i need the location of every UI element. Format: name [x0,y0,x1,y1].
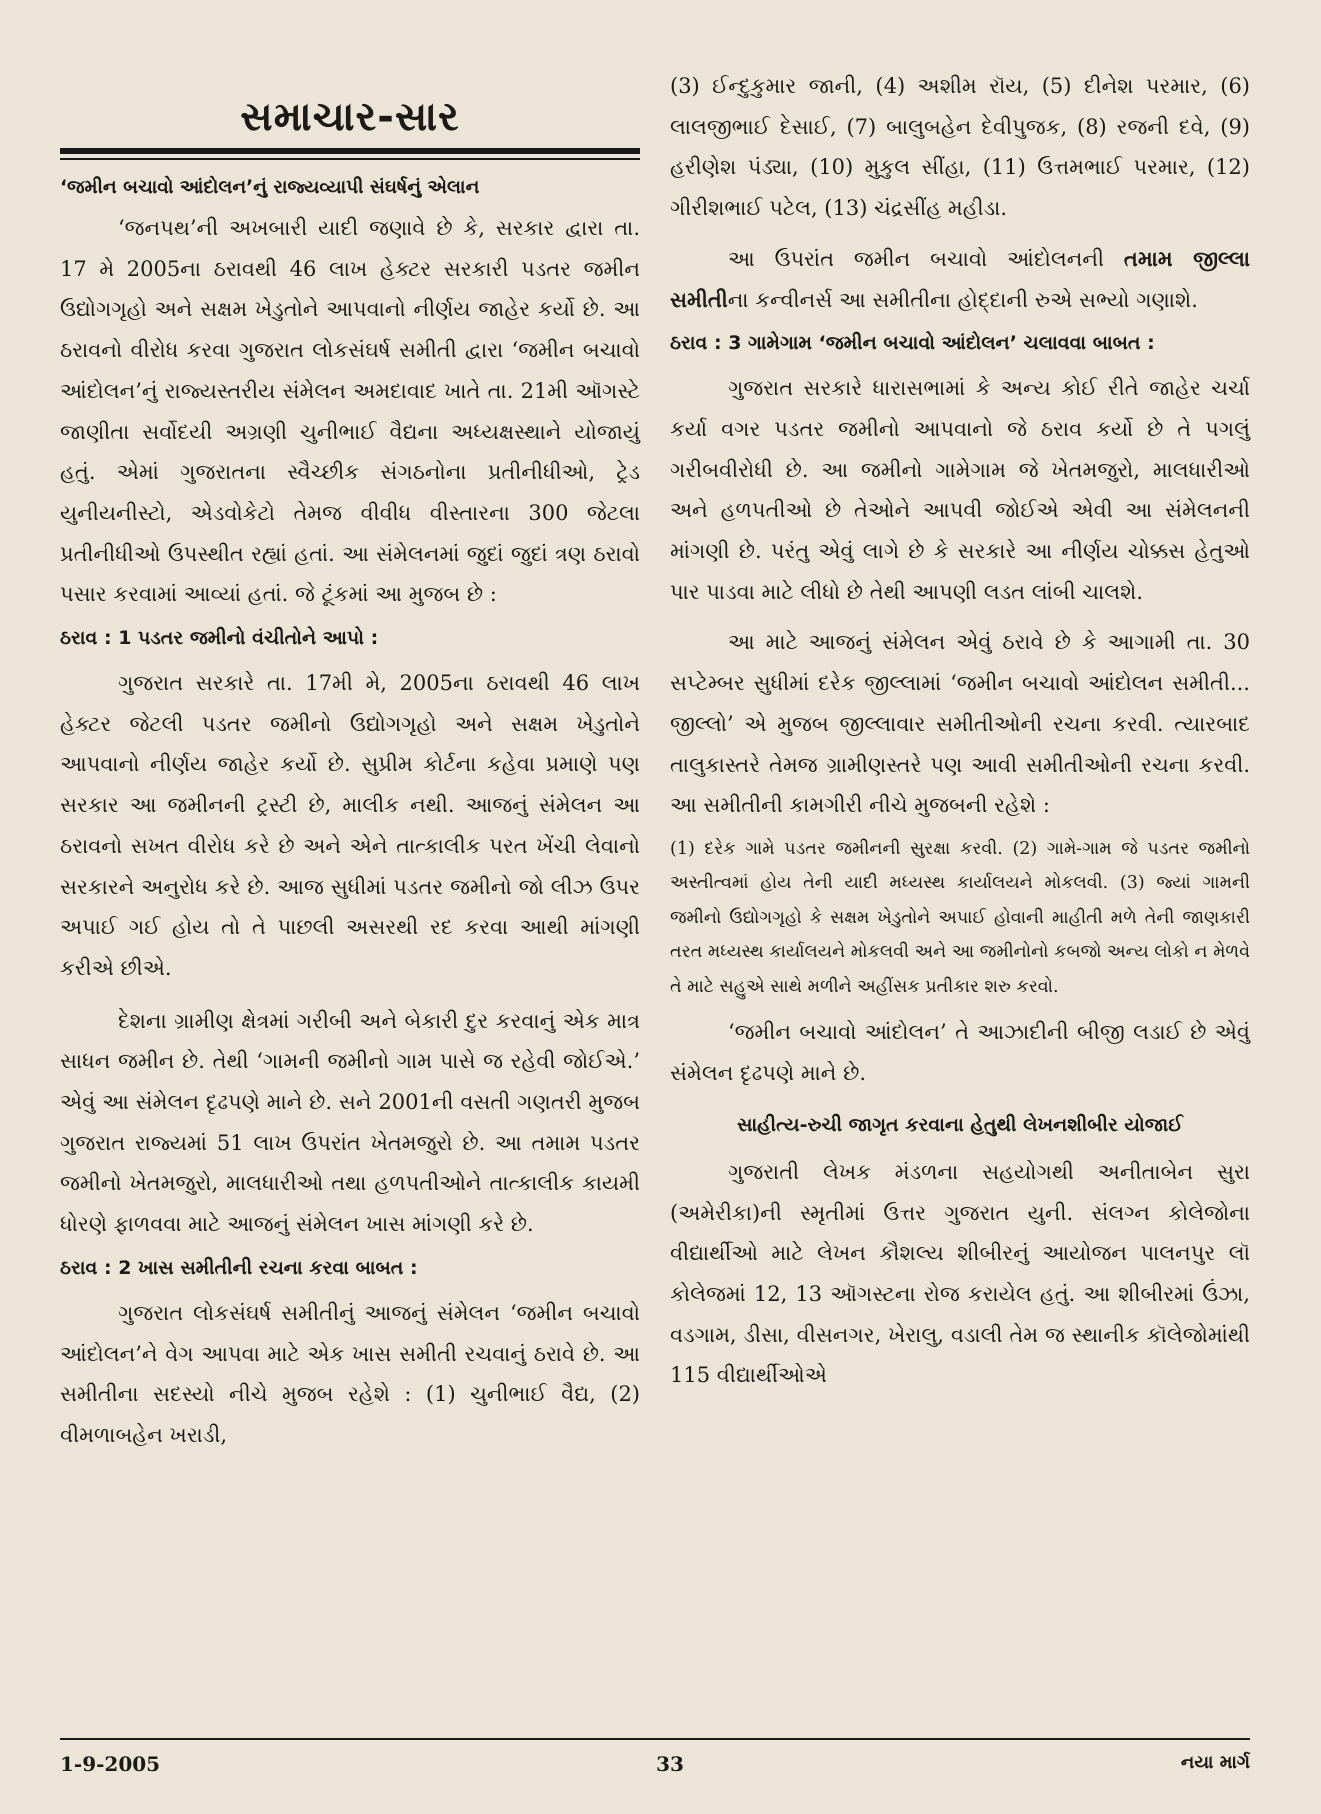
resolution-1-heading: ઠરાવ : 1 પડતર જમીનો વંચીતોને આપો : [60,627,379,650]
article-paragraph: ગુજરાત લોકસંઘર્ષ સમીતીનું આજનું સંમેલન ‘જમીન બચાવો આંદોલન’ને વેગ આપવા માટે એક ખાસ સમીતી રચવાનું ઠરાવે છે. આ સમીતીના સદસ્યો નીચે મુજબ રહેશે : (1) ચુનીભાઈ વૈદ્ય, (2) વીમળાબહેન ખરાડી, [60,1300,640,1447]
resolution-3-heading: ઠરાવ : 3 ગામેગામ ‘જમીન બચાવો આંદોલન’ ચલાવવા બાબત : [670,332,1155,355]
footer-rule [60,1738,1250,1740]
footer-date: 1-9-2005 [60,1752,161,1776]
paragraph-text: ના કન્વીનર્સ આ સમીતીના હોદ્દાની રુએ સભ્યો ગણાશે. [727,287,1198,312]
masthead-rule-thin [60,158,640,160]
article-paragraph: ગુજરાતી લેખક મંડળના સહયોગથી અનીતાબેન સુરા (અમેરીકા)ની સ્મૃતીમાં ઉત્તર ગુજરાત યુની. સંલગ્ન કોલેજોના વીદ્યાર્થીઓ માટે લેખન કૌશલ્ય શીબીરનું આયોજન પાલનપુર લૉ કોલેજમાં 12, 13 ઑગસ્ટના રોજ કરાયેલ હતું. આ શીબીરમાં ઉંઝા, વડગામ, ડીસા, વીસનગર, ખેરાલુ, વડાલી તેમ જ સ્થાનીક કૉલેજોમાંથી 115 વીદ્યાર્થીઓએ [670,1159,1250,1388]
article-headline: ‘જમીન બચાવો આંદોલન’નું રાજ્યવ્યાપી સંઘર્ષનું એલાન [60,177,480,198]
article-paragraph: ગુજરાત સરકારે તા. 17મી મે, 2005ના ઠરાવથી 46 લાખ હેક્ટર જેટલી પડતર જમીનો ઉદ્યોગગૃહો અને સક્ષમ ખેડુતોને આપવાનો નીર્ણય જાહેર કર્યો છે. સુપ્રીમ કોર્ટના કહેવા પ્રમાણે પણ સરકાર આ જમીનની ટ્રસ્ટી છે, માલીક નથી. આજનું સંમેલન આ ઠરાવનો સખત વીરોધ કરે છે અને એને તાત્કાલીક પરત ખેંચી લેવાનો સરકારને અનુરોધ કરે છે. આજ સુધીમાં પડતર જમીનો જો લીઝ ઉપર અપાઈ ગઈ હોય તો તે પાછલી અસરથી રદ કરવા આથી માંગણી કરીએ છીએ. [60,671,640,980]
article-paragraph [670,239,1250,320]
magazine-name: નયા માર્ગ [1180,1752,1250,1773]
article-paragraph: ગુજરાત સરકારે ધારાસભામાં કે અન્ય કોઈ રીતે જાહેર ચર્ચા કર્યા વગર પડતર જમીનો આપવાનો જે ઠરાવ કર્યો છે તે પગલું ગરીબવીરોધી છે. આ જમીનો ગામેગામ જે ખેતમજુરો, માલધારીઓ અને હળપતીઓ છે તેઓને આપવી જોઈએ એવી આ સંમેલનની માંગણી છે. પરંતુ એવું લાગે છે કે સરકારે આ નીર્ણય ચોક્કસ હેતુઓ પાર પાડવા માટે લીધો છે તેથી આપણી લડત લાંબી ચાલશે. [670,376,1250,604]
section-masthead: સમાચાર-સાર [240,94,460,140]
left-column [60,64,640,1456]
page-number: 33 [656,1752,684,1776]
resolution-2-heading: ઠરાવ : 2 ખાસ સમીતીની રચના કરવા બાબત : [60,1256,418,1279]
article-paragraph: ‘જમીન બચાવો આંદોલન’ તે આઝાદીની બીજી લડાઈ છે એવું સંમેલન દૃઢપણે માને છે. [670,1020,1250,1086]
article-paragraph: (3) ઈન્દુકુમાર જાની, (4) અશીમ રૉય, (5) દીનેશ પરમાર, (6) લાલજીભાઈ દેસાઈ, (7) બાલુબહેન દેવીપુજક, (8) રજની દવે, (9) હરીણેશ પંડ્યા, (10) મુકુલ સીંહા, (11) ઉત્તમભાઈ પરમાર, (12) ગીરીશભાઈ પટેલ, (13) ચંદ્રસીંહ મહીડા. [670,74,1250,221]
article-paragraph: દેશના ગ્રામીણ ક્ષેત્રમાં ગરીબી અને બેકારી દુર કરવાનું એક માત્ર સાધન જમીન છે. તેથી ‘ગામની જમીનો ગામ પાસે જ રહેવી જોઈએ.’ એવું આ સંમેલન દૃઢપણે માને છે. સને 2001ની વસતી ગણતરી મુજબ ગુજરાત રાજ્યમાં 51 લાખ ઉપરાંત ખેતમજુરો છે. આ તમામ પડતર જમીનો ખેતમજુરો, માલધારીઓ તથા હળપતીઓને તાત્કાલીક કાયમી ધોરણે ફાળવવા માટે આજનું સંમેલન ખાસ માંગણી કરે છે. [60,1008,640,1237]
article-headline-2: સાહીત્ય-રુચી જાગૃત કરવાના હેતુથી લેખનશીબીર યોજાઈ [737,1113,1183,1136]
article-paragraph: ‘જનપથ’ની અખબારી યાદી જણાવે છે કે, સરકાર દ્વારા તા. 17 મે 2005ના ઠરાવથી 46 લાખ હેક્ટર સરકારી પડતર જમીન ઉદ્યોગગૃહો અને સક્ષમ ખેડુતોને આપવાનો નીર્ણય જાહેર કર્યો છે. આ ઠરાવનો વીરોધ કરવા ગુજરાત લોકસંઘર્ષ સમીતી દ્વારા ‘જમીન બચાવો આંદોલન’નું રાજ્યસ્તરીય સંમેલન અમદાવાદ ખાતે તા. 21મી ઑગસ્ટે જાણીતા સર્વોદયી અગ્રણી ચુનીભાઈ વૈદ્યના અધ્યક્ષસ્થાને યોજાયું હતું. એમાં ગુજરાતના સ્વૈચ્છીક સંગઠનોના પ્રતીનીધીઓ, ટ્રેડ યુનીયનીસ્ટો, એડવોકેટો તેમજ વીવીધ વીસ્તારના 300 જેટલા પ્રતીનીધીઓ ઉપસ્થીત રહ્યાં હતાં. આ સંમેલનમાં જુદાં જુદાં ત્રણ ઠરાવો પસાર કરવામાં આવ્યાં હતાં. જે ટૂંકમાં આ મુજબ છે : [60,216,640,607]
masthead-rule-thick [60,148,640,154]
paragraph-bold-text: તમામ જીલ્લા સમીતી [670,245,1250,312]
paragraph-text: આ ઉપરાંત જમીન બચાવો આંદોલનની [728,246,1124,271]
article-paragraph: આ માટે આજનું સંમેલન એવું ઠરાવે છે કે આગામી તા. 30 સપ્ટેમ્બર સુધીમાં દરેક જીલ્લામાં ‘જમીન બચાવો આંદોલન સમીતી... જીલ્લો’ એ મુજબ જીલ્લાવાર સમીતીઓની રચના કરવી. ત્યારબાદ તાલુકાસ્તરે તેમજ ગ્રામીણસ્તરે પણ આવી સમીતીઓની રચના કરવી. આ સમીતીની કામગીરી નીચે મુજબની રહેશે : [670,630,1250,818]
right-column [670,66,1250,1396]
committee-tasks-paragraph: (1) દરેક ગામે પડતર જમીનની સુરક્ષા કરવી. (2) ગામે-ગામ જે પડતર જમીનો અસ્તીત્વમાં હોય તેની યાદી મધ્યસ્થ કાર્યાલયને મોકલવી. (3) જ્યાં ગામની જમીનો ઉદ્યોગગૃહો કે સક્ષમ ખેડુતોને અપાઈ હોવાની માહીતી મળે તેની જાણકારી તરત મધ્યસ્થ કાર્યાલયને મોકલવી અને આ જમીનોનો કબજો અન્ય લોકો ન મેળવે તે માટે સહુએ સાથે મળીને અહીંસક પ્રતીકાર શરુ કરવો. [670,838,1250,997]
